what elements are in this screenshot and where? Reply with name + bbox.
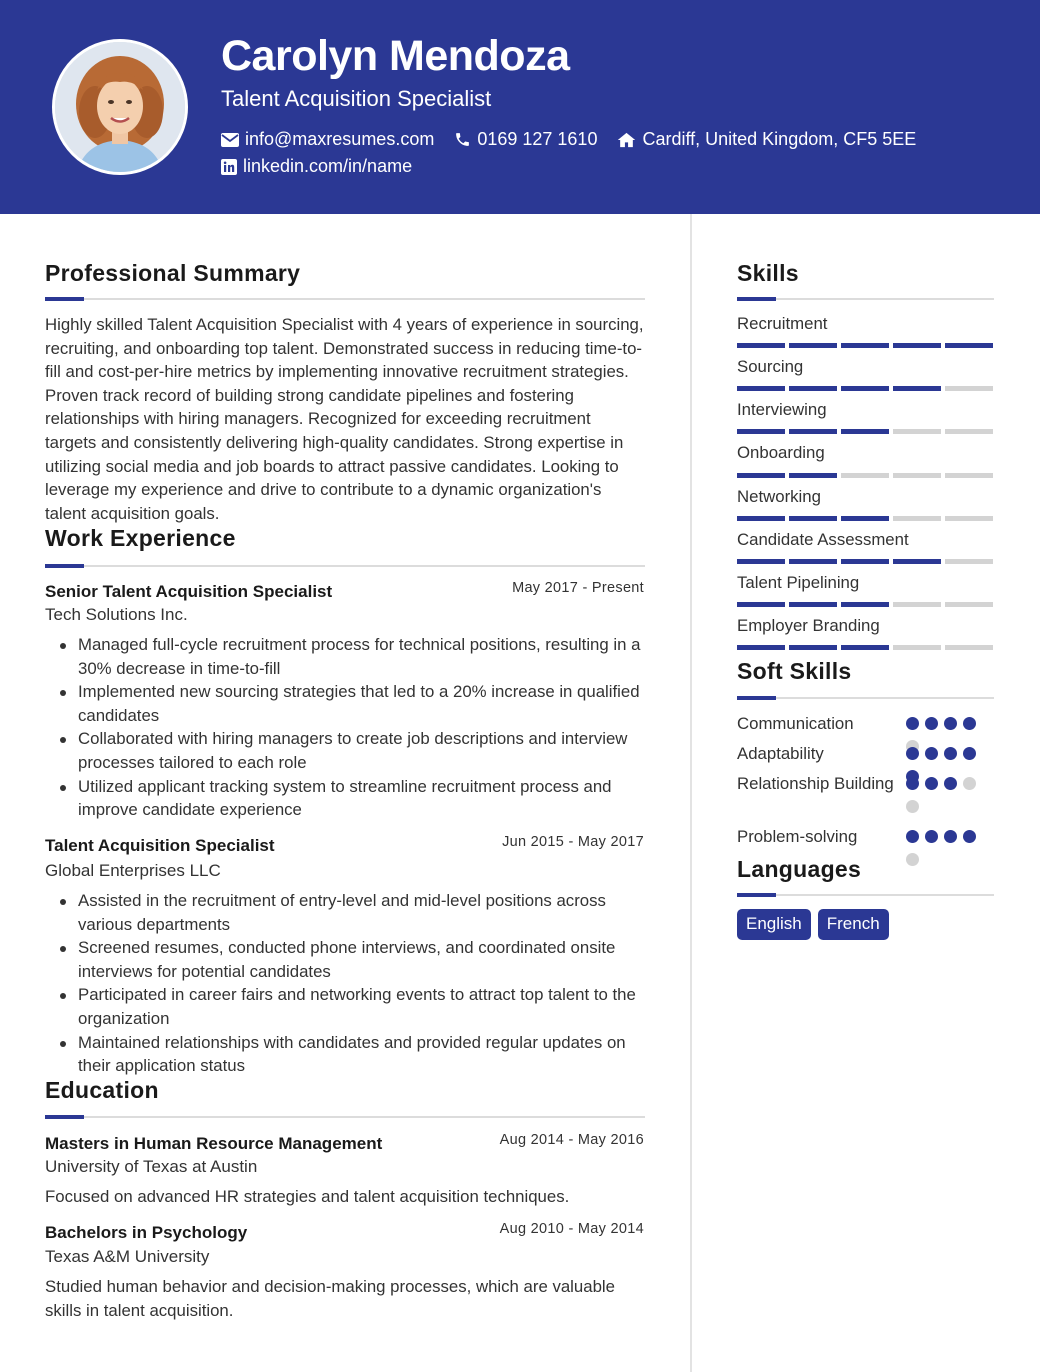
skill-level-segment — [789, 386, 837, 391]
soft-skill-name: Communication — [737, 714, 854, 733]
skill-level-segment — [789, 602, 837, 607]
job-title: Talent Acquisition Specialist — [45, 836, 275, 855]
degree-date: Aug 2010 - May 2014 — [499, 1221, 644, 1237]
skill-name: Onboarding — [737, 443, 825, 462]
skill-level-segment — [841, 473, 889, 478]
soft-skills-heading: Soft Skills — [737, 658, 852, 684]
education-rule — [45, 1116, 645, 1118]
skill-level-segment — [945, 343, 993, 348]
skills-rule — [737, 298, 994, 300]
job-bullet: Collaborated with hiring managers to create job descriptions and interview processes tailored to each role — [78, 727, 648, 774]
skill-level-segment — [893, 429, 941, 434]
skill-level-bar — [737, 386, 993, 391]
skill-level-segment — [893, 602, 941, 607]
skill-level-segment — [893, 386, 941, 391]
skill-name: Networking — [737, 487, 821, 506]
contact-phone-text: 0169 127 1610 — [477, 129, 598, 149]
school-name: Texas A&M University — [45, 1247, 210, 1266]
soft-skill-dot — [925, 777, 938, 790]
skill-level-bar — [737, 602, 993, 607]
job-date: May 2017 - Present — [512, 580, 644, 596]
linkedin-icon — [221, 159, 237, 175]
soft-skill-dot — [944, 717, 957, 730]
soft-skill-dot — [906, 853, 919, 866]
soft-skill-dots — [906, 830, 980, 876]
skill-level-bar — [737, 559, 993, 564]
summary-heading: Professional Summary — [45, 260, 301, 286]
education-heading: Education — [45, 1077, 159, 1103]
skill-level-segment — [841, 386, 889, 391]
language-badge: French — [818, 909, 889, 940]
skill-level-bar — [737, 473, 993, 478]
envelope-icon — [221, 133, 239, 147]
skill-level-segment — [737, 516, 785, 521]
languages-rule — [737, 894, 994, 896]
languages-rule-accent — [737, 893, 776, 897]
home-icon — [617, 132, 636, 148]
job-bullet: Screened resumes, conducted phone interviews, and coordinated onsite interviews for potential candidates — [78, 936, 648, 983]
skill-name: Sourcing — [737, 357, 804, 376]
degree-description: Focused on advanced HR strategies and talent acquisition techniques. — [45, 1187, 570, 1206]
soft-skill-dot — [906, 800, 919, 813]
contact-phone[interactable] — [454, 129, 597, 150]
skill-level-segment — [789, 343, 837, 348]
soft-skill-dot — [944, 777, 957, 790]
summary-rule — [45, 298, 645, 300]
skill-level-segment — [841, 602, 889, 607]
summary-text: Highly skilled Talent Acquisition Specialist with 4 years of experience in sourcing, recruiting, and onboarding top talent. Demonstrated success in reducing time-to-fill and cost-per-hire metrics by implementing innovative recruitment strategies. Proven track record of building strong candidate pipelines and fostering relationships with hiring managers. Recognized for exceeding recruitment targets and consistently delivering high-quality candidates. Strong expertise in utilizing social media and job boards to attract passive candidates. Looking to leverage my experience and drive to contribute to a dynamic organization's talent acquisition goals. — [45, 315, 644, 523]
job-bullets — [78, 633, 648, 822]
skill-level-segment — [789, 559, 837, 564]
soft-skill-dot — [925, 830, 938, 843]
job-company: Tech Solutions Inc. — [45, 605, 188, 624]
degree-date: Aug 2014 - May 2016 — [499, 1132, 644, 1148]
job-bullets — [78, 889, 648, 1078]
skill-level-segment — [945, 602, 993, 607]
skill-level-segment — [945, 429, 993, 434]
soft-skill-dot — [963, 777, 976, 790]
soft-skill-name: Relationship Building — [737, 774, 894, 793]
skill-level-segment — [945, 473, 993, 478]
soft-skill-dot — [906, 717, 919, 730]
skill-level-bar — [737, 645, 993, 650]
skill-level-segment — [737, 429, 785, 434]
contact-email[interactable] — [221, 129, 434, 150]
skill-level-segment — [789, 429, 837, 434]
skill-level-segment — [841, 343, 889, 348]
skill-level-segment — [789, 645, 837, 650]
skills-heading: Skills — [737, 260, 799, 286]
job-bullet: Maintained relationships with candidates and provided regular updates on their application status — [78, 1031, 648, 1078]
contact-location — [617, 129, 916, 150]
soft-skill-dots — [906, 777, 980, 823]
skill-level-bar — [737, 516, 993, 521]
skill-level-segment — [789, 516, 837, 521]
skill-level-segment — [893, 473, 941, 478]
skill-level-segment — [737, 602, 785, 607]
skill-level-segment — [945, 645, 993, 650]
skill-level-segment — [737, 473, 785, 478]
job-bullet: Managed full-cycle recruitment process for technical positions, resulting in a 30% decrease in time-to-fill — [78, 633, 648, 680]
skill-level-segment — [893, 516, 941, 521]
job-company: Global Enterprises LLC — [45, 861, 221, 880]
skill-name: Talent Pipelining — [737, 573, 860, 592]
contact-location-text: Cardiff, United Kingdom, CF5 5EE — [642, 129, 917, 149]
skill-level-segment — [893, 343, 941, 348]
skill-level-segment — [841, 429, 889, 434]
skill-level-segment — [841, 645, 889, 650]
school-name: University of Texas at Austin — [45, 1157, 258, 1176]
skill-level-bar — [737, 429, 993, 434]
soft-skill-dot — [925, 747, 938, 760]
skill-name: Interviewing — [737, 400, 827, 419]
skill-level-segment — [737, 645, 785, 650]
resume-header — [0, 0, 1040, 214]
skill-name: Recruitment — [737, 314, 828, 333]
column-divider — [690, 214, 692, 1372]
summary-rule-accent — [45, 297, 84, 301]
job-bullet: Implemented new sourcing strategies that led to a 20% increase in qualified candidates — [78, 680, 648, 727]
soft-skill-dot — [906, 777, 919, 790]
skill-level-segment — [893, 645, 941, 650]
contact-linkedin-text: linkedin.com/in/name — [243, 156, 413, 176]
skill-level-segment — [841, 516, 889, 521]
skill-level-segment — [893, 559, 941, 564]
degree-title: Bachelors in Psychology — [45, 1223, 248, 1242]
soft-skill-name: Problem-solving — [737, 827, 858, 846]
soft-skill-dot — [906, 747, 919, 760]
soft-skill-dot — [963, 830, 976, 843]
skill-level-segment — [737, 386, 785, 391]
contact-row-primary — [221, 129, 936, 150]
job-title: Senior Talent Acquisition Specialist — [45, 582, 333, 601]
soft-skill-dot — [944, 830, 957, 843]
job-date: Jun 2015 - May 2017 — [502, 834, 644, 850]
skill-level-bar — [737, 343, 993, 348]
skill-name: Candidate Assessment — [737, 530, 909, 549]
degree-title: Masters in Human Resource Management — [45, 1134, 383, 1153]
contact-row-secondary — [221, 156, 432, 177]
phone-icon — [454, 131, 471, 148]
skill-level-segment — [789, 473, 837, 478]
experience-rule-accent — [45, 564, 84, 568]
profile-photo-illustration — [55, 42, 185, 172]
language-badge: English — [737, 909, 811, 940]
language-list — [737, 909, 896, 940]
skill-name: Employer Branding — [737, 616, 880, 635]
experience-heading: Work Experience — [45, 525, 236, 551]
skill-level-segment — [737, 559, 785, 564]
soft-skill-dot — [906, 830, 919, 843]
skill-level-segment — [737, 343, 785, 348]
contact-linkedin[interactable] — [221, 156, 412, 177]
job-bullet: Utilized applicant tracking system to streamline recruitment process and improve candidate experience — [78, 775, 648, 822]
education-rule-accent — [45, 1115, 84, 1119]
skills-rule-accent — [737, 297, 776, 301]
soft-skills-rule — [737, 697, 994, 699]
degree-description: Studied human behavior and decision-making processes, which are valuable skills in talent acquisition. — [45, 1277, 615, 1320]
experience-rule — [45, 565, 645, 567]
candidate-title: Talent Acquisition Specialist — [221, 86, 492, 111]
soft-skill-dot — [944, 747, 957, 760]
soft-skill-name: Adaptability — [737, 744, 824, 763]
soft-skills-rule-accent — [737, 696, 776, 700]
skill-level-segment — [841, 559, 889, 564]
skill-level-segment — [945, 559, 993, 564]
languages-heading: Languages — [737, 856, 862, 882]
soft-skill-dot — [963, 747, 976, 760]
profile-photo — [52, 39, 188, 175]
candidate-name: Carolyn Mendoza — [221, 32, 570, 80]
soft-skill-dot — [963, 717, 976, 730]
job-bullet: Participated in career fairs and networking events to attract top talent to the organization — [78, 983, 648, 1030]
skill-level-segment — [945, 516, 993, 521]
soft-skill-dot — [925, 717, 938, 730]
job-bullet: Assisted in the recruitment of entry-level and mid-level positions across various departments — [78, 889, 648, 936]
contact-email-text: info@maxresumes.com — [245, 129, 435, 149]
skill-level-segment — [945, 386, 993, 391]
